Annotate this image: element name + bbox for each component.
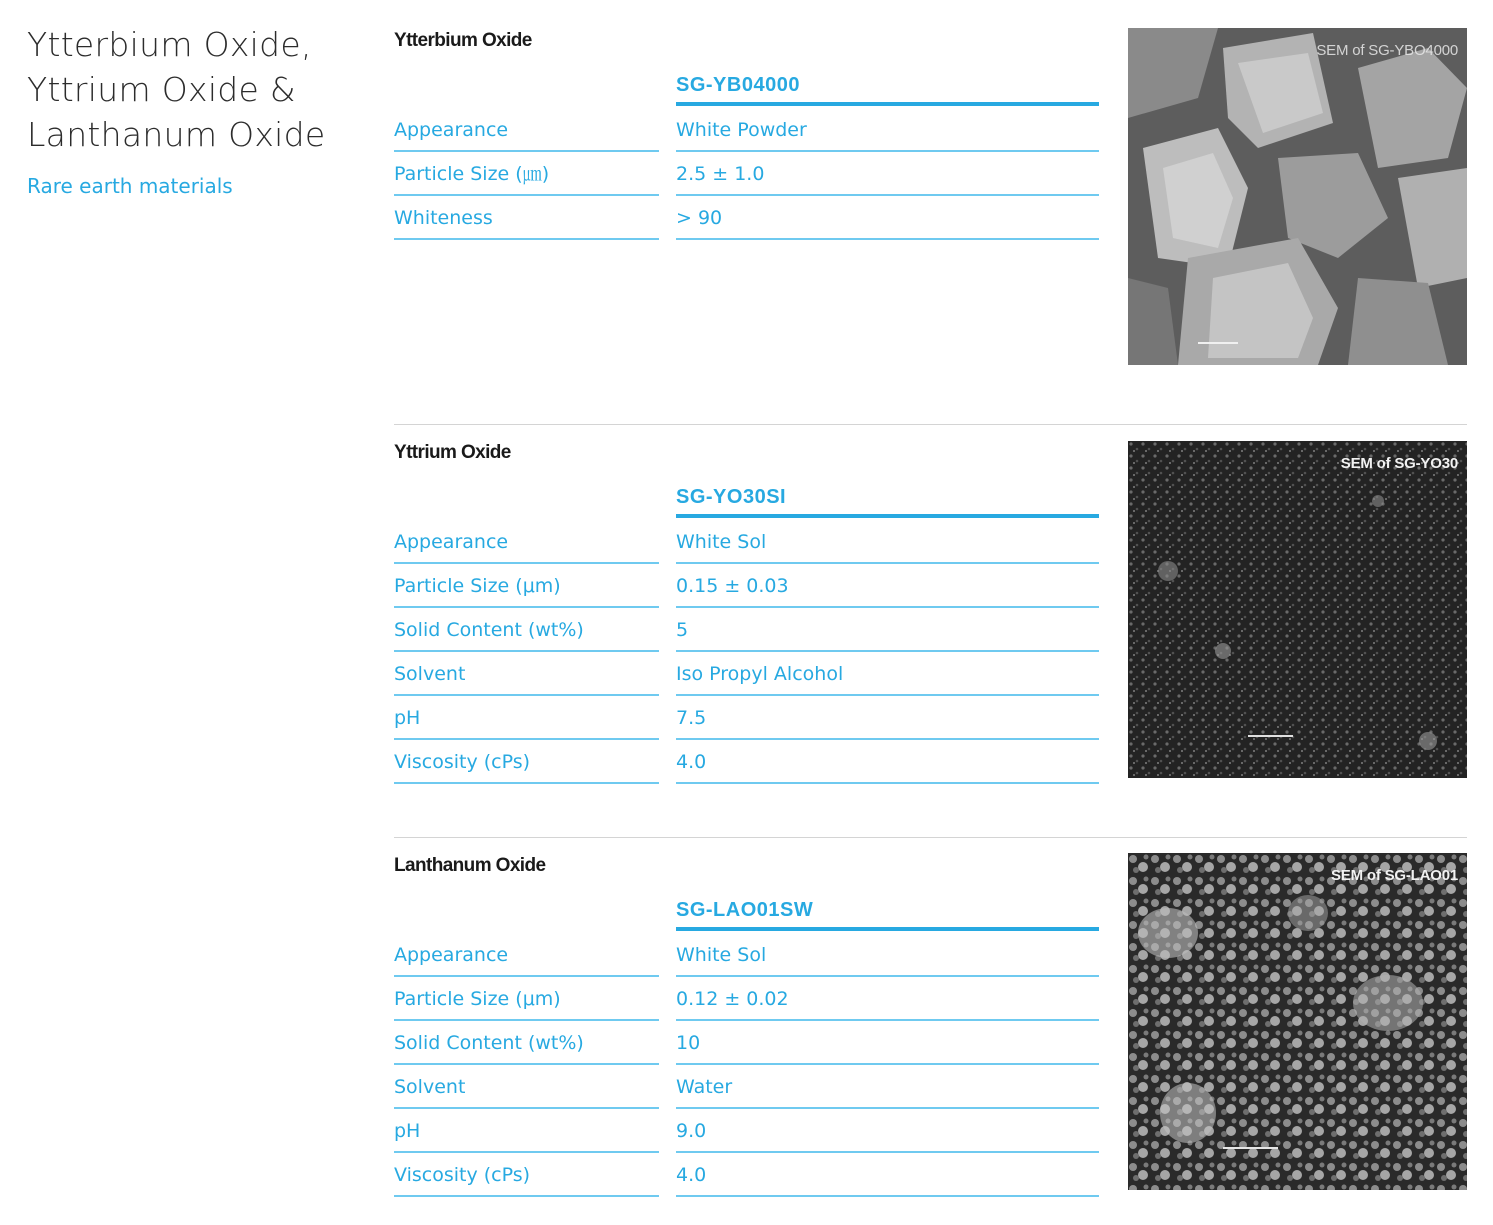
spec-label: Particle Size (㎛) [394,152,659,196]
product-section-lanthanum [394,855,1467,1195]
spec-value: White Sol [676,933,1099,977]
page-title-line: Ytterbium Oxide, [27,25,312,64]
product-section-yttrium [394,442,1467,782]
sem-micrograph [1128,853,1467,1190]
section-heading: Ytterbium Oxide [394,30,532,51]
spec-value: 4.0 [676,740,1099,784]
product-section-ytterbium [394,30,1467,370]
product-code-underline [676,102,1099,106]
page-title-line: Lanthanum Oxide [27,115,326,154]
spec-row [394,1021,1099,1065]
spec-value: White Sol [676,520,1099,564]
category-link[interactable]: Rare earth materials [27,174,233,198]
spec-row [394,652,1099,696]
spec-label: Viscosity (cPs) [394,740,659,784]
spec-row [394,1109,1099,1153]
spec-label: Whiteness [394,196,659,240]
spec-row [394,608,1099,652]
page-title-line: Yttrium Oxide & [27,70,296,109]
sem-caption: SEM of SG-YO30 [1340,455,1458,472]
sem-caption: SEM of SG-LAO01 [1330,867,1458,884]
spec-row [394,933,1099,977]
spec-label: Particle Size (μm) [394,564,659,608]
spec-value: 5 [676,608,1099,652]
product-code-underline [676,514,1099,518]
spec-value: 4.0 [676,1153,1099,1197]
spec-value: 0.15 ± 0.03 [676,564,1099,608]
spec-label: Viscosity (cPs) [394,1153,659,1197]
spec-label: Appearance [394,520,659,564]
spec-row [394,520,1099,564]
spec-value: Water [676,1065,1099,1109]
section-divider [394,424,1467,425]
spec-label: Solid Content (wt%) [394,608,659,652]
section-heading: Lanthanum Oxide [394,855,546,876]
spec-label: Appearance [394,108,659,152]
spec-value: White Powder [676,108,1099,152]
spec-value: Iso Propyl Alcohol [676,652,1099,696]
product-code: SG-LAO01SW [676,899,814,921]
spec-value: > 90 [676,196,1099,240]
spec-value: 10 [676,1021,1099,1065]
spec-label: pH [394,1109,659,1153]
spec-value: 9.0 [676,1109,1099,1153]
product-code-underline [676,927,1099,931]
spec-row [394,696,1099,740]
spec-row [394,1153,1099,1197]
sem-micrograph [1128,28,1467,365]
spec-row [394,108,1099,152]
spec-row [394,564,1099,608]
spec-row [394,1065,1099,1109]
spec-value: 7.5 [676,696,1099,740]
spec-value: 0.12 ± 0.02 [676,977,1099,1021]
spec-label: Solid Content (wt%) [394,1021,659,1065]
spec-label: Solvent [394,652,659,696]
sem-caption: SEM of SG-YBO4000 [1316,42,1458,59]
product-code: SG-YO30SI [676,486,787,508]
spec-value: 2.5 ± 1.0 [676,152,1099,196]
spec-row [394,196,1099,240]
page-title [27,22,357,157]
product-code: SG-YB04000 [676,74,800,96]
spec-label: pH [394,696,659,740]
spec-label: Solvent [394,1065,659,1109]
section-divider [394,837,1467,838]
spec-row [394,740,1099,784]
spec-label: Appearance [394,933,659,977]
section-heading: Yttrium Oxide [394,442,511,463]
sem-micrograph [1128,441,1467,778]
spec-label: Particle Size (μm) [394,977,659,1021]
spec-row [394,152,1099,196]
spec-row [394,977,1099,1021]
